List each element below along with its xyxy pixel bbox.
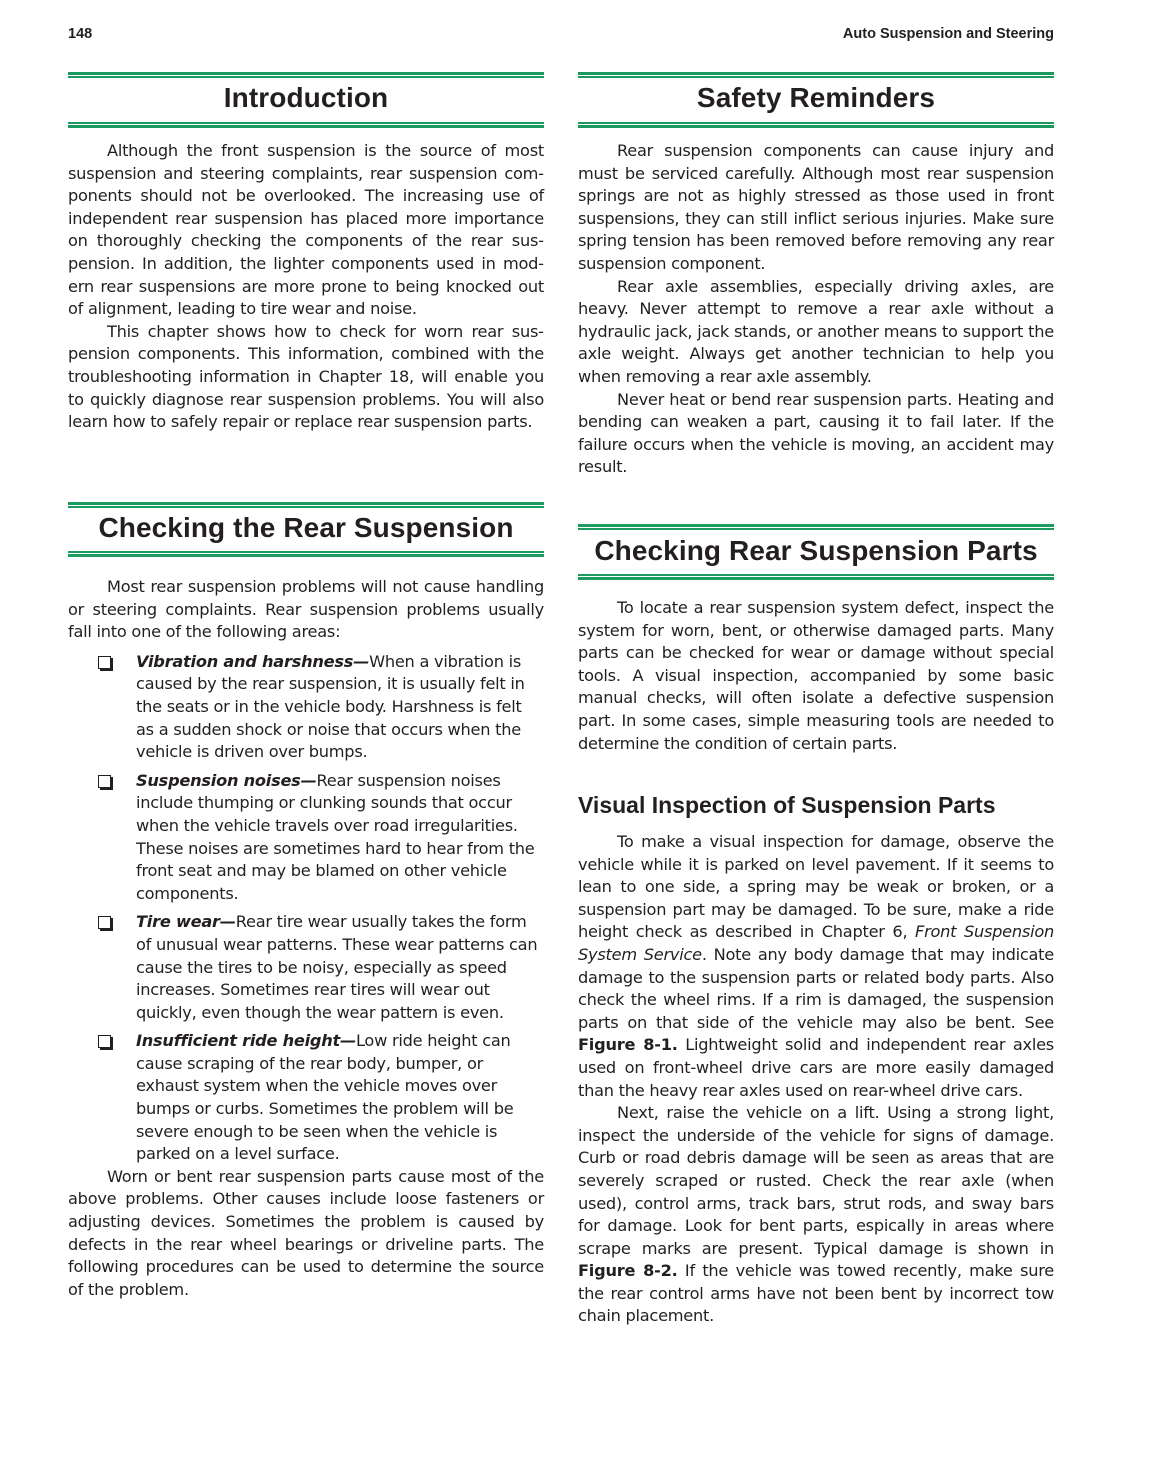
paragraph: Rear axle assemblies, especially driving axles, are heavy. Never attempt to remove a rear axle without a hydraulic jack, jack stands, or another means to support the axle weight. Always get another technician to help you when removing a rear axle assembly.	[578, 276, 1054, 386]
checking-parts-body	[578, 597, 1054, 755]
list-item	[68, 651, 544, 764]
checking-rear-suspension-body	[68, 576, 544, 1301]
bullet-text: When a vibration is caused by the rear suspension, it is usually felt in the seats or in the vehicle body. Harshness is felt as a sudden shock or noise that occurs when the vehicle is driven over bumps.	[136, 651, 525, 762]
bullet-text: Rear tire wear usually takes the form of unusual wear patterns. These wear patterns can cause the tires to be noisy, especially as speed increases. Sometimes rear tires will wear out quickly, even though the wear pattern is even.	[136, 912, 538, 1022]
checkbox-bullet-icon	[98, 1035, 111, 1048]
section-heading-checking-rear-suspension: Checking the Rear Suspension	[98, 512, 514, 543]
paragraph: Although the front suspension is the source of most suspension and steering complaints, rear suspension components should not be overlooked. The increasing use of independent rear suspension has placed more importance on thoroughly checking the components of the rear suspension. In addition, the lighter components used in modern rear suspensions are more prone to being knocked out of alignment, leading to tire wear and noise.	[68, 141, 544, 319]
heading-rule-top	[578, 72, 1054, 78]
right-column	[578, 0, 1054, 1479]
problem-areas-list	[68, 651, 544, 1166]
figure-reference: Figure 8-2.	[578, 1261, 678, 1281]
figure-reference: Figure 8-1.	[578, 1035, 678, 1055]
heading-rule-top	[578, 524, 1054, 530]
paragraph	[578, 831, 1054, 1102]
checkbox-bullet-icon	[98, 916, 111, 929]
heading-rule-top	[68, 72, 544, 78]
paragraph: Worn or bent rear suspension parts cause most of the above problems. Other causes include loose fasteners or adjusting devices. Sometimes the problem is caused by defects in the rear wheel bearings or driveline parts. The following procedures can be used to determine the source of the problem.	[68, 1166, 544, 1299]
text-run: If the vehicle was towed recently, make sure the rear control arms have not been bent by incorrect tow chain placement.	[578, 1261, 1054, 1326]
bullet-term: Suspension noises—	[136, 770, 317, 790]
list-item	[68, 770, 544, 906]
section-heading-safety-reminders: Safety Reminders	[696, 82, 936, 113]
introduction-heading-block	[68, 72, 544, 128]
heading-rule-bottom	[578, 122, 1054, 128]
section-heading-checking-parts: Checking Rear Suspension Parts	[594, 535, 1038, 566]
book-title: Auto Suspension and Steering	[842, 26, 1054, 42]
heading-rule-top	[68, 502, 544, 508]
checkbox-bullet-icon	[98, 775, 111, 788]
bullet-term: Insufficient ride height—	[136, 1031, 356, 1051]
heading-rule-bottom	[68, 551, 544, 557]
list-item	[68, 911, 544, 1024]
bullet-term: Vibration and harshness—	[136, 651, 370, 671]
paragraph: Rear suspension components can cause injury and must be serviced carefully. Although most rear suspension springs are not as highly stressed as those used in front suspensions, they can still inflict serious injuries. Make sure spring tension has been removed before removing any rear suspension component.	[578, 141, 1054, 273]
checkbox-bullet-icon	[98, 656, 111, 669]
paragraph	[578, 1102, 1054, 1328]
left-column	[68, 0, 544, 1479]
text-run: . Note any body damage that may indicate damage to the suspension parts or related body parts. Also check the wheel rims. If a rim is damaged, the suspension parts on that side of the vehicle may also be bent. See	[578, 944, 1054, 1032]
bullet-text: Rear suspension noises include thumping or clunking sounds that occur when the vehicle travels over road irregularities. These noises are sometimes hard to hear from the front seat and may be blamed on other vehicle components.	[136, 770, 535, 903]
visual-inspection-body	[578, 831, 1054, 1328]
list-item	[68, 1030, 544, 1166]
section-heading-introduction: Introduction	[223, 82, 389, 113]
checking-rear-suspension-heading-block	[68, 502, 544, 558]
heading-rule-bottom	[68, 122, 544, 128]
heading-rule-bottom	[578, 574, 1054, 580]
subheading-visual-inspection: Visual Inspection of Suspension Parts	[578, 792, 996, 818]
page-number: 148	[68, 26, 93, 42]
paragraph: Never heat or bend rear suspension parts. Heating and bending can weaken a part, causing it to fail later. If the failure occurs when the vehicle is moving, an accident may result.	[578, 389, 1054, 477]
paragraph: This chapter shows how to check for worn rear suspension components. This information, combined with the troubleshooting information in Chapter 18, will enable you to quickly diagnose rear suspension problems. You will also learn how to safely repair or replace rear suspension parts.	[68, 321, 544, 432]
paragraph: Most rear suspension problems will not cause handling or steering complaints. Rear suspension problems usually fall into one of the following areas:	[68, 577, 544, 642]
checking-parts-heading-block	[578, 524, 1054, 580]
paragraph: To locate a rear suspension system defect, inspect the system for worn, bent, or otherwise damaged parts. Many parts can be checked for wear or damage without special tools. A visual inspection, accompanied by some basic manual checks, will often isolate a defective suspension part. In some cases, simple measuring tools are needed to determine the condition of certain parts.	[578, 598, 1054, 753]
chapter-title-italic: Front Suspension System Service	[578, 922, 1054, 964]
text-run: Lightweight solid and independent rear axles used on front-wheel drive cars are more easily damaged than the heavy rear axles used on rear-wheel drive cars.	[578, 1035, 1054, 1100]
bullet-term: Tire wear—	[136, 912, 236, 932]
bullet-text: Low ride height can cause scraping of the rear body, bumper, or exhaust system when the vehicle moves over bumps or curbs. Sometimes the problem will be severe enough to be seen when the vehicle is parked on a level surface.	[136, 1031, 514, 1164]
safety-reminders-body	[578, 140, 1054, 479]
text-run: Next, raise the vehicle on a lift. Using a strong light, inspect the underside of the vehicle for signs of damage. Curb or road debris damage will be seen as areas that are severely scraped or rusted. Check the rear axle (when used), control arms, track bars, strut rods, and sway bars for damage. Look for bent parts, espically in areas where scrape marks are present. Typical damage is shown in	[578, 1103, 1054, 1258]
introduction-body	[68, 140, 544, 434]
safety-reminders-heading-block	[578, 72, 1054, 128]
text-run: To make a visual inspection for damage, observe the vehicle while it is parked on level pavement. If it seems to lean to one side, a spring may be weak or broken, or a suspension part may be damaged. To be sure, make a ride height check as described in Chapter 6,	[578, 832, 1054, 942]
